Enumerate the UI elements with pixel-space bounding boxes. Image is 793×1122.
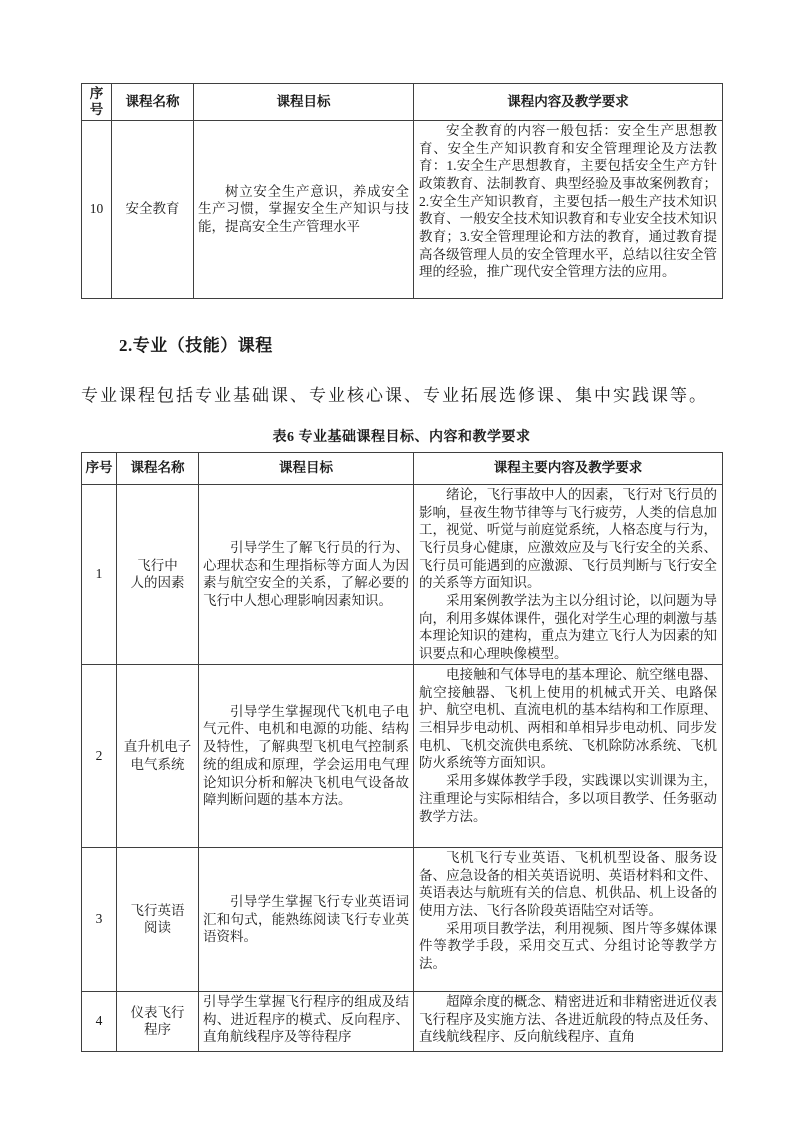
- course-content-cell: [414, 484, 723, 664]
- table-row: [82, 847, 723, 991]
- section-heading: 2.专业（技能）课程: [119, 335, 273, 355]
- objective-paragraph: 树立安全生产意识，养成安全生产习惯，掌握安全生产知识与技能，提高安全生产管理水平: [198, 183, 409, 235]
- professional-basic-course-table: [81, 452, 723, 1052]
- objective-paragraph: 引导学生了解飞行员的行为、心理状态和生理指标等方面人为因素与航空安全的关系，了解必要的飞行中人想心理影响因素知识。: [203, 539, 409, 609]
- content-paragraph: 采用案例教学法为主以分组讨论，以问题为导向，利用多媒体课件，强化对学生心理的刺激与基本理论知识的建构，重点为建立飞行人为因素的知识要点和心理映像模型。: [419, 593, 717, 662]
- course-name-cell: 飞行英语 阅读: [117, 847, 199, 991]
- content-paragraph: 采用项目教学法，利用视频、图片等多媒体课件等教学手段，采用交互式、分组讨论等教学方法。: [419, 920, 717, 972]
- course-content-cell: [414, 991, 723, 1051]
- objective-paragraph: 引导学生掌握飞行程序的组成及结构、进近程序的模式、反向程序、直角航线程序及等待程序: [203, 993, 409, 1045]
- header-cell: 课程目标: [194, 84, 414, 121]
- content-paragraph: 超障余度的概念、精密进近和非精密进近仪表飞行程序及实施方法、各进近航段的特点及任务、直线航线程序、反向航线程序、直角: [419, 993, 717, 1045]
- table-row: [82, 484, 723, 664]
- section-paragraph: 专业课程包括专业基础课、专业核心课、专业拓展选修课、集中实践课等。: [81, 385, 708, 405]
- header-cell: 课程名称: [117, 452, 199, 484]
- table-header: [82, 84, 723, 121]
- course-objective-cell: [199, 991, 414, 1051]
- table-body: [82, 484, 723, 1051]
- table-row: [82, 664, 723, 847]
- course-content-cell: [414, 664, 723, 847]
- course-objective-cell: [199, 847, 414, 991]
- content-paragraph: 电接触和气体导电的基本理论、航空继电器、航空接触器、飞机上使用的机械式开关、电路保护、航空电机、直流电机的基本结构和工作原理、三相异步电动机、两相和单相异步电动机、同步发电机、飞机交流供电系统、飞机除防冰系统、飞机防火系统等方面知识。: [419, 666, 717, 771]
- course-content-cell: [414, 847, 723, 991]
- course-name-cell: 飞行中 人的因素: [117, 484, 199, 664]
- course-name-cell: 安全教育: [112, 120, 194, 298]
- content-paragraph: 绪论，飞行事故中人的因素，飞行对飞行员的影响，昼夜生物节律等与飞行疲劳，人类的信息加工，视觉、听觉与前庭觉系统，人格态度与行为，飞行员身心健康，应激效应及与飞行安全的关系、飞行员可能遇到的应激源、飞行员判断与飞行安全的关系等方面知识。: [419, 486, 717, 591]
- row-number-cell: 2: [82, 664, 117, 847]
- objective-paragraph: 引导学生掌握飞行专业英语词汇和句式，能熟练阅读飞行专业英语资料。: [203, 893, 409, 945]
- course-objective-cell: [199, 484, 414, 664]
- header-cell: 课程内容及教学要求: [414, 84, 723, 121]
- table-caption: 表6 专业基础课程目标、内容和教学要求: [272, 429, 531, 445]
- table-header: [82, 452, 723, 484]
- header-cell: 序号: [82, 452, 117, 484]
- header-cell: 课程主要内容及教学要求: [414, 452, 723, 484]
- row-number-cell: 10: [82, 120, 112, 298]
- table-row: [82, 991, 723, 1051]
- safety-education-course-table: [81, 83, 723, 299]
- row-number-cell: 1: [82, 484, 117, 664]
- header-cell: 序 号: [82, 84, 112, 121]
- content-paragraph: 采用多媒体教学手段，实践课以实训课为主，注重理论与实际相结合，多以项目教学、任务驱动教学方法。: [419, 773, 717, 824]
- table-body: [82, 120, 723, 298]
- row-number-cell: 4: [82, 991, 117, 1051]
- course-objective-cell: [199, 664, 414, 847]
- content-paragraph: 安全教育的内容一般包括：安全生产思想教育、安全生产知识教育和安全管理理论及方法教育：1.安全生产思想教育，主要包括安全生产方针政策教育、法制教育、典型经验及事故案例教育；2.安全生产知识教育，主要包括一般生产技术知识教育、一般安全技术知识教育和专业安全技术知识教育；3.安全管理理论和方法的教育，通过教育提高各级管理人员的安全管理水平，总结以往安全管理的经验，推广现代安全管理方法的应用。: [419, 122, 717, 280]
- row-number-cell: 3: [82, 847, 117, 991]
- course-content-cell: [414, 120, 723, 298]
- content-paragraph: 飞机飞行专业英语、飞机机型设备、服务设备、应急设备的相关英语说明、英语材料和文件、英语表达与航班有关的信息、机供品、机上设备的使用方法、飞行各阶段英语陆空对话等。: [419, 849, 717, 918]
- objective-paragraph: 引导学生掌握现代飞机电子电气元件、电机和电源的功能、结构及特性，了解典型飞机电气控制系统的组成和原理，学会运用电气理论知识分析和解决飞机电气设备故障判断问题的基本方法。: [203, 703, 409, 808]
- table-row: [82, 120, 723, 298]
- course-objective-cell: [194, 120, 414, 298]
- header-cell: 课程名称: [112, 84, 194, 121]
- header-cell: 课程目标: [199, 452, 414, 484]
- table-header-row: [82, 84, 723, 121]
- course-name-cell: 直升机电子 电气系统: [117, 664, 199, 847]
- course-name-cell: 仪表飞行 程序: [117, 991, 199, 1051]
- table-header-row: [82, 452, 723, 484]
